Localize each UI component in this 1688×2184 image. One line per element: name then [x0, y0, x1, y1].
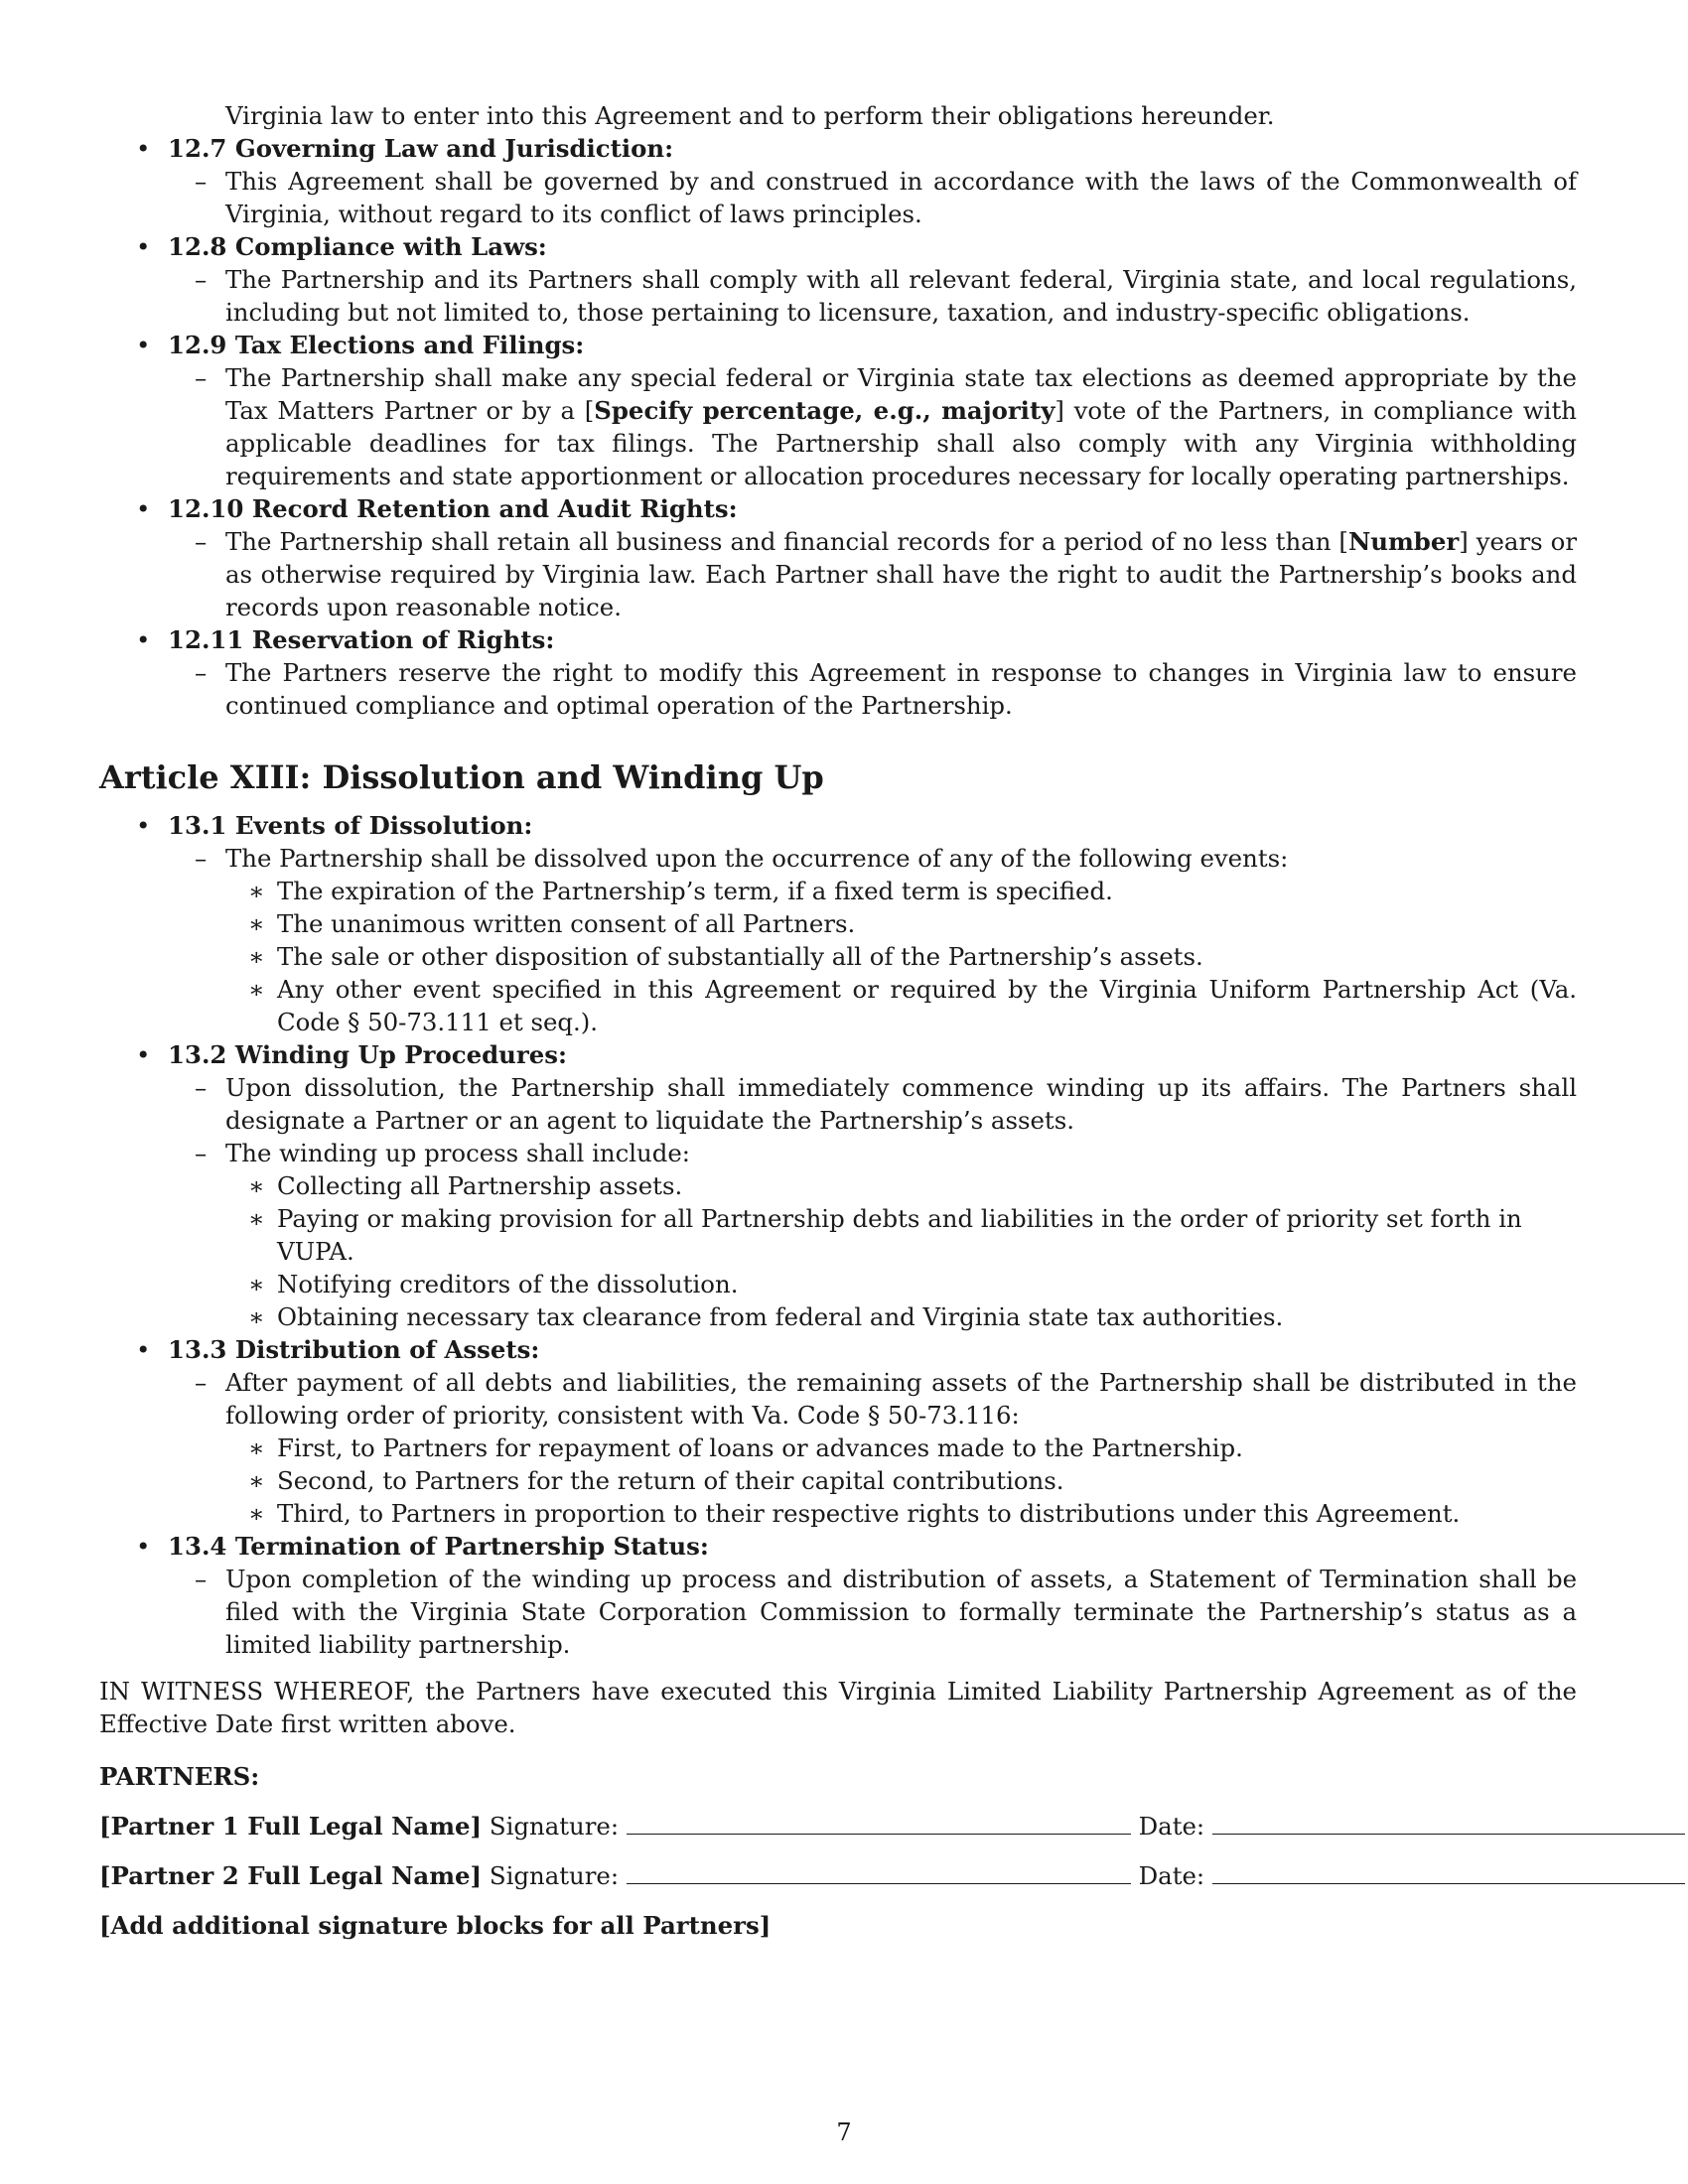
clause-13-2 — [99, 1038, 1577, 1071]
asterisk-icon: ∗ — [248, 1204, 265, 1233]
continued-text — [99, 99, 1577, 132]
list-item-text: The unanimous written consent of all Partners. — [277, 909, 856, 938]
dash-icon: – — [195, 1368, 208, 1397]
date-label: Date: — [1138, 1861, 1205, 1890]
clause-13-2-body — [99, 1071, 1577, 1137]
asterisk-icon: ∗ — [248, 1433, 265, 1462]
page-content — [99, 99, 1577, 1942]
list-item-text: Second, to Partners for the return of their capital contributions. — [277, 1466, 1064, 1495]
witness-paragraph: IN WITNESS WHEREOF, the Partners have executed this Virginia Limited Liability Partnership Agreement as of the Effective Date first written above. — [99, 1677, 1577, 1738]
list-item-text: Paying or making provision for all Partnership debts and liabilities in the order of priority set forth in VUPA. — [277, 1204, 1522, 1266]
clause-title: 13.2 Winding Up Procedures: — [168, 1040, 567, 1069]
signature-label: Signature: — [489, 1861, 620, 1890]
list-item-text: Obtaining necessary tax clearance from federal and Virginia state tax authorities. — [277, 1302, 1284, 1331]
asterisk-icon: ∗ — [248, 877, 265, 905]
clause-title: 12.7 Governing Law and Jurisdiction: — [168, 134, 674, 163]
bullet-icon: • — [136, 494, 151, 523]
list-item — [99, 1464, 1577, 1497]
clause-title: 12.9 Tax Elections and Filings: — [168, 331, 585, 359]
bullet-icon: • — [136, 232, 151, 261]
asterisk-icon: ∗ — [248, 942, 265, 971]
clause-title: 12.10 Record Retention and Audit Rights: — [168, 494, 738, 523]
clause-12-10 — [99, 492, 1577, 525]
partner-name-placeholder: [Partner 2 Full Legal Name] — [99, 1861, 483, 1890]
signature-line[interactable] — [627, 1810, 1131, 1835]
list-item — [99, 1432, 1577, 1464]
bullet-icon: • — [136, 1040, 151, 1069]
dash-icon: – — [195, 1073, 208, 1102]
clause-body-pre: The Partnership shall retain all business and financial records for a period of no less than [ — [225, 527, 1348, 556]
continued-text-line: Virginia law to enter into this Agreement and to perform their obligations hereunder. — [225, 101, 1275, 130]
article-heading: Article XIII: Dissolution and Winding Up — [99, 758, 824, 796]
partners-label: PARTNERS: — [99, 1762, 260, 1791]
clause-13-1 — [99, 809, 1577, 842]
clause-12-8 — [99, 230, 1577, 263]
clause-title: 12.8 Compliance with Laws: — [168, 232, 547, 261]
clause-13-4 — [99, 1530, 1577, 1563]
placeholder-number: Number — [1347, 527, 1460, 556]
clause-12-7 — [99, 132, 1577, 165]
clause-13-2-intro — [99, 1137, 1577, 1169]
clause-13-1-intro — [99, 842, 1577, 875]
list-item — [99, 940, 1577, 973]
dash-icon: – — [195, 265, 208, 294]
dash-icon: – — [195, 363, 208, 392]
list-item — [99, 1169, 1577, 1202]
signature-label: Signature: — [489, 1812, 620, 1841]
list-item — [99, 1300, 1577, 1333]
date-label: Date: — [1138, 1812, 1205, 1841]
clause-12-11 — [99, 623, 1577, 656]
dash-icon: – — [195, 167, 208, 196]
clause-13-3-intro — [99, 1366, 1577, 1432]
clause-12-9 — [99, 329, 1577, 361]
clause-body: Upon dissolution, the Partnership shall immediately commence winding up its affairs. The Partners shall designate a Partner or an agent to liquidate the Partnership’s assets. — [225, 1073, 1577, 1135]
page-number: 7 — [836, 2118, 852, 2146]
date-line[interactable] — [1212, 1810, 1685, 1835]
asterisk-icon: ∗ — [248, 1466, 265, 1495]
placeholder-percentage: Specify percentage, e.g., majority — [594, 396, 1055, 425]
signature-row-1 — [99, 1810, 1577, 1843]
add-signature-note: [Add additional signature blocks for all Partners] — [99, 1911, 772, 1940]
signature-row-2 — [99, 1859, 1577, 1892]
clause-13-3 — [99, 1333, 1577, 1366]
list-item — [99, 875, 1577, 907]
asterisk-icon: ∗ — [248, 975, 265, 1004]
asterisk-icon: ∗ — [248, 909, 265, 938]
list-item-text: The expiration of the Partnership’s term, if a fixed term is specified. — [277, 877, 1113, 905]
list-item — [99, 1497, 1577, 1530]
clause-title: 12.11 Reservation of Rights: — [168, 625, 555, 654]
clause-body-post: ] years or as otherwise required by Virginia law. Each Partner shall have the right to audit the Partnership’s books and records upon reasonable notice. — [225, 527, 1577, 621]
list-item-text: Any other event specified in this Agreement or required by the Virginia Uniform Partnership Act (Va. Code § 50-73.111 et seq.). — [277, 975, 1577, 1036]
clause-12-9-body — [99, 361, 1577, 492]
bullet-icon: • — [136, 1335, 151, 1364]
asterisk-icon: ∗ — [248, 1270, 265, 1298]
clause-12-10-body — [99, 525, 1577, 623]
list-item — [99, 973, 1577, 1038]
signature-line[interactable] — [627, 1859, 1131, 1884]
asterisk-icon: ∗ — [248, 1302, 265, 1331]
dash-icon: – — [195, 844, 208, 873]
clause-title: 13.4 Termination of Partnership Status: — [168, 1532, 709, 1561]
clause-body: Upon completion of the winding up process and distribution of assets, a Statement of Termination shall be filed with the Virginia State Corporation Commission to formally terminate the Partnership’s status as a limited liability partnership. — [225, 1565, 1577, 1659]
list-item — [99, 907, 1577, 940]
list-item — [99, 1268, 1577, 1300]
clause-body-post: ] vote of the Partners, in compliance with applicable deadlines for tax filings. The Partnership shall also comply with any Virginia withholding requirements and state apportionment or allocation procedures necessary for locally operating partnerships. — [225, 396, 1577, 490]
clause-12-7-body — [99, 165, 1577, 230]
bullet-icon: • — [136, 331, 151, 359]
bullet-icon: • — [136, 134, 151, 163]
list-item-text: Notifying creditors of the dissolution. — [277, 1270, 739, 1298]
dash-icon: – — [195, 1565, 208, 1593]
clause-title: 13.1 Events of Dissolution: — [168, 811, 533, 840]
list-item — [99, 1202, 1577, 1268]
clause-body: The Partners reserve the right to modify this Agreement in response to changes in Virginia law to ensure continued compliance and optimal operation of the Partnership. — [225, 658, 1577, 720]
bullet-icon: • — [136, 625, 151, 654]
list-item-text: Collecting all Partnership assets. — [277, 1171, 683, 1200]
clause-12-11-body — [99, 656, 1577, 722]
clause-13-4-body — [99, 1563, 1577, 1661]
asterisk-icon: ∗ — [248, 1499, 265, 1528]
clause-body: The Partnership shall be dissolved upon the occurrence of any of the following events: — [225, 844, 1289, 873]
list-item-text: First, to Partners for repayment of loans or advances made to the Partnership. — [277, 1433, 1243, 1462]
dash-icon: – — [195, 1139, 208, 1167]
date-line[interactable] — [1212, 1859, 1685, 1884]
clause-body: The Partnership and its Partners shall comply with all relevant federal, Virginia state, and local regulations, including but not limited to, those pertaining to licensure, taxation, and industry-specific obligations. — [225, 265, 1577, 327]
clause-12-8-body — [99, 263, 1577, 329]
clause-title: 13.3 Distribution of Assets: — [168, 1335, 540, 1364]
clause-body: This Agreement shall be governed by and construed in accordance with the laws of the Commonwealth of Virginia, without regard to its conflict of laws principles. — [225, 167, 1577, 228]
list-item-text: Third, to Partners in proportion to their respective rights to distributions under this Agreement. — [277, 1499, 1461, 1528]
asterisk-icon: ∗ — [248, 1171, 265, 1200]
dash-icon: – — [195, 658, 208, 687]
clause-body: The winding up process shall include: — [225, 1139, 691, 1167]
bullet-icon: • — [136, 1532, 151, 1561]
clause-body-pre: The Partnership shall make any special federal or Virginia state tax elections as deemed appropriate by the Tax Matters Partner or by a [ — [225, 363, 1577, 425]
clause-body: After payment of all debts and liabilities, the remaining assets of the Partnership shall be distributed in the following order of priority, consistent with Va. Code § 50-73.116: — [225, 1368, 1577, 1430]
bullet-icon: • — [136, 811, 151, 840]
list-item-text: The sale or other disposition of substantially all of the Partnership’s assets. — [277, 942, 1203, 971]
partner-name-placeholder: [Partner 1 Full Legal Name] — [99, 1812, 483, 1841]
dash-icon: – — [195, 527, 208, 556]
